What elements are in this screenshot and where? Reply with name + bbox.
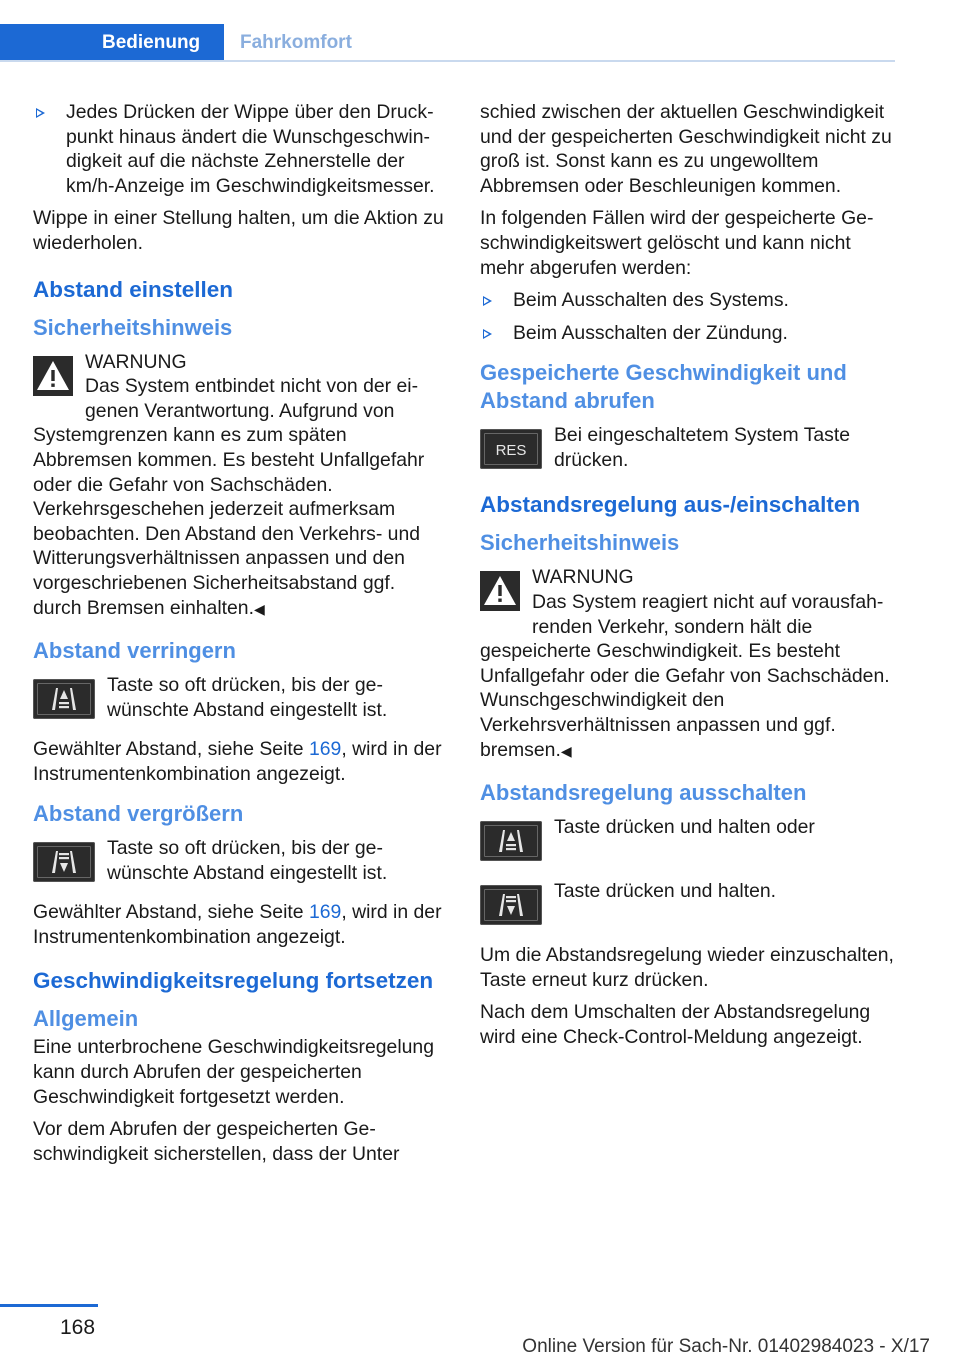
- online-version-text: Online Version für Sach-Nr. 01402984023 - X/17: [522, 1336, 930, 1357]
- heading-abstand-einstellen: Abstand einstellen: [33, 276, 234, 302]
- distance-increase-button-icon: [33, 842, 95, 882]
- bullet-item: [480, 321, 894, 346]
- heading-fortsetzen: Geschwindigkeitsregelung fortsetzen: [33, 968, 434, 994]
- button-description: [33, 836, 447, 886]
- bullet-triangle-icon: [483, 329, 492, 339]
- page-number: 168: [60, 1316, 96, 1339]
- paragraph: In folgenden Fällen wird der gespeicherte Geschwindigkeitswert gelöscht und kann nicht mehr abgerufen werden:: [480, 207, 874, 279]
- button-description: [480, 423, 894, 473]
- warning-text: Das System entbindet nicht von der eigenen Verantwortung. Aufgrund von Systemgrenzen kann es zum späten Abbremsen kommen. Es besteht Unfallgefahr oder die Gefahr von Sachschäden. Verkehrsgeschehen jederzeit aufmerksam beobachten. Den Abstand den Verkehrs- und Witterungsverhältnissen anpassen und den vorgeschriebenen Sicherheitsabstand ggf. durch Bremsen einhalten.◀: [33, 375, 425, 619]
- res-button-icon: [480, 429, 542, 469]
- end-mark: ◀: [560, 742, 572, 759]
- button-description-text: Taste drücken und halten.: [554, 880, 777, 903]
- bullet-triangle-icon: [483, 296, 492, 306]
- heading-ausschalten: Abstandsregelung ausschalten: [480, 780, 807, 806]
- button-description-text: Taste so oft drücken, bis der gewünschte Abstand eingestellt ist.: [107, 837, 388, 884]
- paragraph: Vor dem Abrufen der gespeicherten Geschwindigkeit sicherstellen, dass der Unter: [33, 1118, 400, 1165]
- heading-abstand-verringern: Abstand verringern: [33, 638, 236, 664]
- heading-sicherheitshinweis: Sicherheitshinweis: [480, 530, 680, 556]
- warning-box: [33, 350, 447, 622]
- heading-abstand-vergroessern: Abstand vergrößern: [33, 801, 244, 827]
- bullet-item: [480, 288, 894, 313]
- paragraph: Um die Abstandsregelung wieder einzuschalten, Taste erneut kurz drücken.: [480, 944, 894, 991]
- paragraph: Nach dem Umschalten der Abstandsregelung wird eine Check-Control-Meldung angezeigt.: [480, 1001, 871, 1048]
- warning-box: [480, 565, 894, 763]
- button-description: [480, 815, 894, 865]
- distance-decrease-button-icon: [33, 679, 95, 719]
- page-link[interactable]: 169: [308, 901, 342, 924]
- tab-fahrkomfort[interactable]: Fahrkomfort: [240, 32, 352, 53]
- button-description-text: Taste drücken und halten oder: [554, 816, 815, 839]
- left-column: [33, 100, 447, 1174]
- tab-bedienung[interactable]: [0, 24, 224, 62]
- end-mark: ◀: [253, 600, 265, 617]
- warning-text: Das System reagiert nicht auf vorausfahrenden Verkehr, sondern hält die gespeicherte Geschwindigkeit. Es besteht Unfallgefahr oder die Gefahr von Sachschäden. Wunschgeschwindigkeit den Verkehrsverhältnissen anpassen und ggf. bremsen.◀: [480, 590, 890, 761]
- paragraph: Eine unterbrochene Geschwindigkeitsregelung kann durch Abrufen der gespeicherten Geschwindigkeit fortgesetzt werden.: [33, 1036, 434, 1108]
- right-column: [480, 100, 894, 1057]
- button-description: [480, 879, 894, 929]
- footer-rule: [0, 1304, 98, 1307]
- header-rule: [0, 60, 895, 62]
- bullet-item: [33, 100, 447, 198]
- bullet-text: Beim Ausschalten des Systems.: [513, 289, 789, 312]
- heading-aus-einschalten: Abstandsregelung aus-/einschalten: [480, 492, 861, 518]
- warning-title: WARNUNG: [532, 566, 634, 589]
- page-link[interactable]: 169: [308, 738, 342, 761]
- button-description-text: Bei eingeschaltetem System Taste drücken.: [554, 424, 851, 471]
- bullet-text: Jedes Drücken der Wippe über den Druckpunkt hinaus ändert die Wunschgeschwindigkeit auf die nächste Zehnerstelle der km/h-Anzeige im Geschwindigkeitsmesser.: [66, 101, 435, 197]
- heading-abrufen: Gespeicherte Geschwindigkeit und Abstand abrufen: [480, 360, 847, 414]
- bullet-triangle-icon: [36, 108, 45, 118]
- warning-triangle-icon: [480, 571, 520, 611]
- distance-increase-button-icon: [480, 885, 542, 925]
- warning-triangle-icon: [33, 356, 73, 396]
- heading-allgemein: Allgemein: [33, 1006, 139, 1032]
- paragraph: Gewählter Abstand, siehe Seite 169, wird in der Instrumentenkombination angezeigt.: [33, 901, 442, 948]
- paragraph: Wippe in einer Stellung halten, um die Aktion zu wiederholen.: [33, 207, 444, 254]
- header-tabs: [0, 24, 895, 62]
- button-description-text: Taste so oft drücken, bis der gewünschte Abstand eingestellt ist.: [107, 674, 388, 721]
- heading-sicherheitshinweis: Sicherheitshinweis: [33, 314, 233, 340]
- distance-decrease-button-icon: [480, 821, 542, 861]
- res-button-label: RES: [495, 442, 527, 460]
- warning-title: WARNUNG: [85, 350, 187, 373]
- tab-bedienung-label: Bedienung: [102, 32, 201, 53]
- paragraph: schied zwischen der aktuellen Geschwindigkeit und der gespeicherten Geschwindigkeit nicht zu groß ist. Sonst kann es zu ungewolltem Abbremsen oder Beschleunigen kommen.: [480, 101, 892, 197]
- button-description: [33, 673, 447, 723]
- paragraph: Gewählter Abstand, siehe Seite 169, wird in der Instrumentenkombination angezeigt.: [33, 738, 442, 785]
- bullet-text: Beim Ausschalten der Zündung.: [513, 321, 788, 344]
